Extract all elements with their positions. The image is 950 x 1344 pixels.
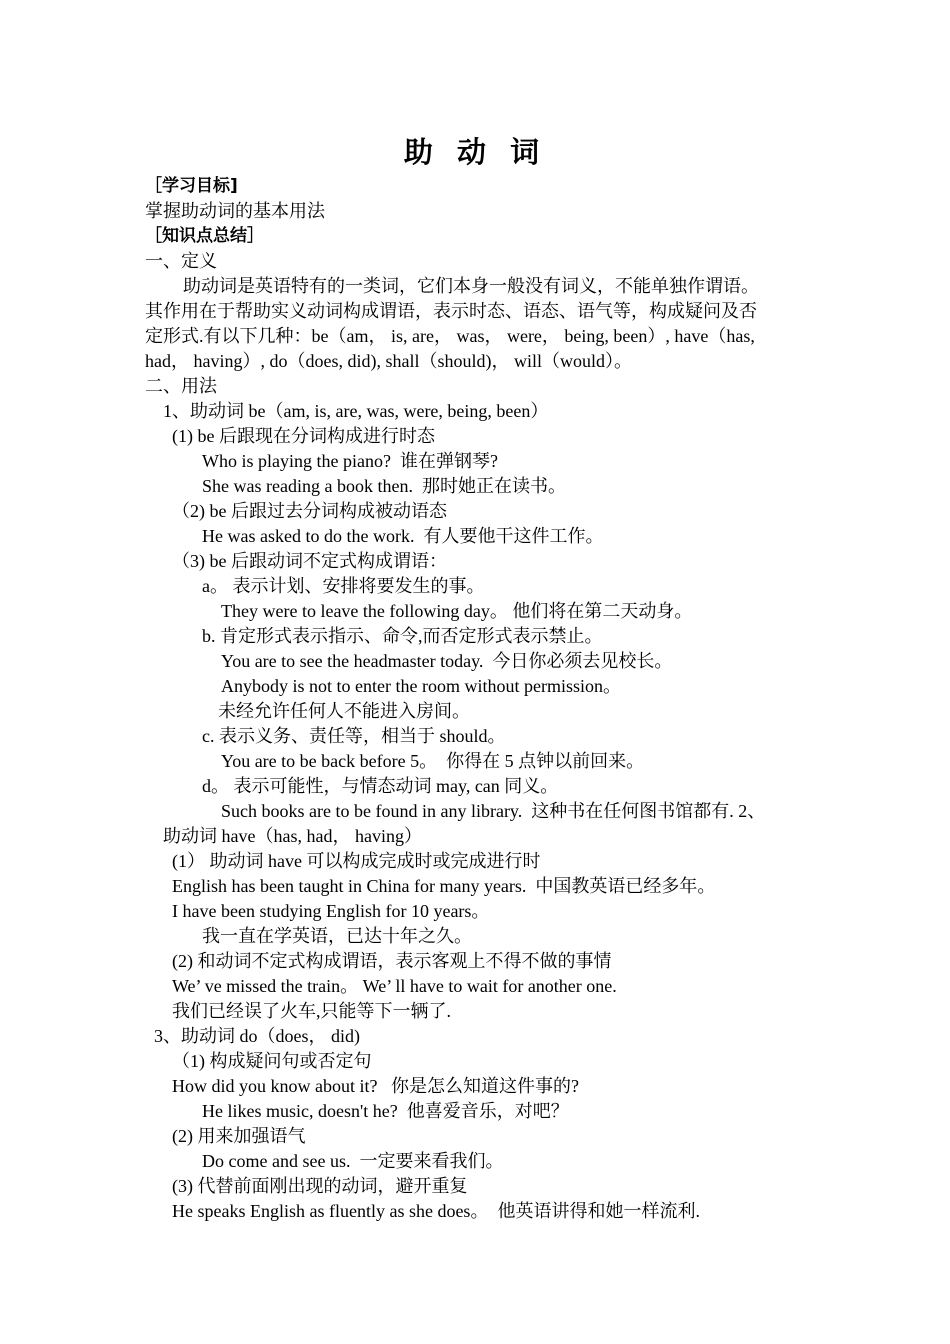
example-sentence: She was reading a book then. 那时她正在读书。	[202, 476, 566, 496]
paragraph-line: 定形式.有以下几种：be（am， is, are， was， were， being, been）, have（has,	[145, 326, 755, 346]
paragraph-line: 助动词是英语特有的一类词，它们本身一般没有词义，不能单独作谓语。	[183, 276, 759, 296]
example-translation: 未经允许任何人不能进入房间。	[218, 701, 470, 721]
subheading-be: 1、助动词 be（am, is, are, was, were, being, been）	[163, 401, 549, 421]
list-item: (2) 和动词不定式构成谓语，表示客观上不得不做的事情	[172, 951, 612, 971]
list-item: (1) be 后跟现在分词构成进行时态	[172, 426, 435, 446]
example-sentence: They were to leave the following day。 他们将在第二天动身。	[221, 601, 693, 621]
paragraph: 掌握助动词的基本用法	[145, 201, 325, 221]
example-sentence: Do come and see us. 一定要来看我们。	[202, 1151, 504, 1171]
section-heading-learning-goal: ［学习目标]	[145, 176, 238, 196]
example-sentence: We’ ve missed the train。 We’ ll have to wait for another one.	[172, 976, 617, 996]
list-item: （1) 构成疑问句或否定句	[172, 1051, 372, 1071]
example-translation: 我们已经误了火车,只能等下一辆了.	[172, 1001, 451, 1021]
example-sentence: You are to see the headmaster today. 今日你必须去见校长。	[221, 651, 673, 671]
example-sentence: He likes music, doesn't he? 他喜爱音乐，对吧？	[202, 1101, 569, 1121]
list-item: (2) 用来加强语气	[172, 1126, 306, 1146]
example-sentence: English has been taught in China for many years. 中国教英语已经多年。	[172, 876, 716, 896]
example-translation: 我一直在学英语，已达十年之久。	[202, 926, 472, 946]
heading-usage: 二、用法	[145, 376, 217, 396]
section-heading-knowledge-summary: ［知识点总结］	[145, 226, 264, 246]
list-subitem: c. 表示义务、责任等，相当于 should。	[202, 726, 506, 746]
subheading-do: 3、助动词 do（does， did)	[154, 1026, 360, 1046]
example-sentence: He was asked to do the work. 有人要他干这件工作。	[202, 526, 604, 546]
list-item: （2) be 后跟过去分词构成被动语态	[172, 501, 447, 521]
subheading-have: 助动词 have（has, had， having）	[163, 826, 422, 846]
paragraph-line: 其作用在于帮助实义动词构成谓语，表示时态、语态、语气等，构成疑问及否	[145, 301, 757, 321]
paragraph-line: had， having）, do（does, did), shall（should)， will（would）。	[145, 351, 632, 371]
example-sentence: Anybody is not to enter the room without permission。	[221, 676, 621, 696]
example-sentence: Such books are to be found in any library. 这种书在任何图书馆都有. 2、	[221, 801, 766, 821]
heading-definition: 一、定义	[145, 251, 217, 271]
example-sentence: How did you know about it? 你是怎么知道这件事的?	[172, 1076, 579, 1096]
example-sentence: I have been studying English for 10 years。	[172, 901, 490, 921]
example-sentence: Who is playing the piano? 谁在弹钢琴?	[202, 451, 498, 471]
list-item: (3) 代替前面刚出现的动词，避开重复	[172, 1176, 468, 1196]
list-item: （3) be 后跟动词不定式构成谓语：	[172, 551, 447, 571]
page-title: 助 动 词	[403, 135, 547, 169]
example-sentence: He speaks English as fluently as she does。 他英语讲得和她一样流利.	[172, 1201, 700, 1221]
list-item: (1） 助动词 have 可以构成完成时或完成进行时	[172, 851, 541, 871]
example-sentence: You are to be back before 5。 你得在 5 点钟以前回来。	[221, 751, 645, 771]
list-subitem: d。 表示可能性，与情态动词 may, can 同义。	[202, 776, 559, 796]
list-subitem: a。 表示计划、安排将要发生的事。	[202, 576, 485, 596]
list-subitem: b. 肯定形式表示指示、命令,而否定形式表示禁止。	[202, 626, 603, 646]
